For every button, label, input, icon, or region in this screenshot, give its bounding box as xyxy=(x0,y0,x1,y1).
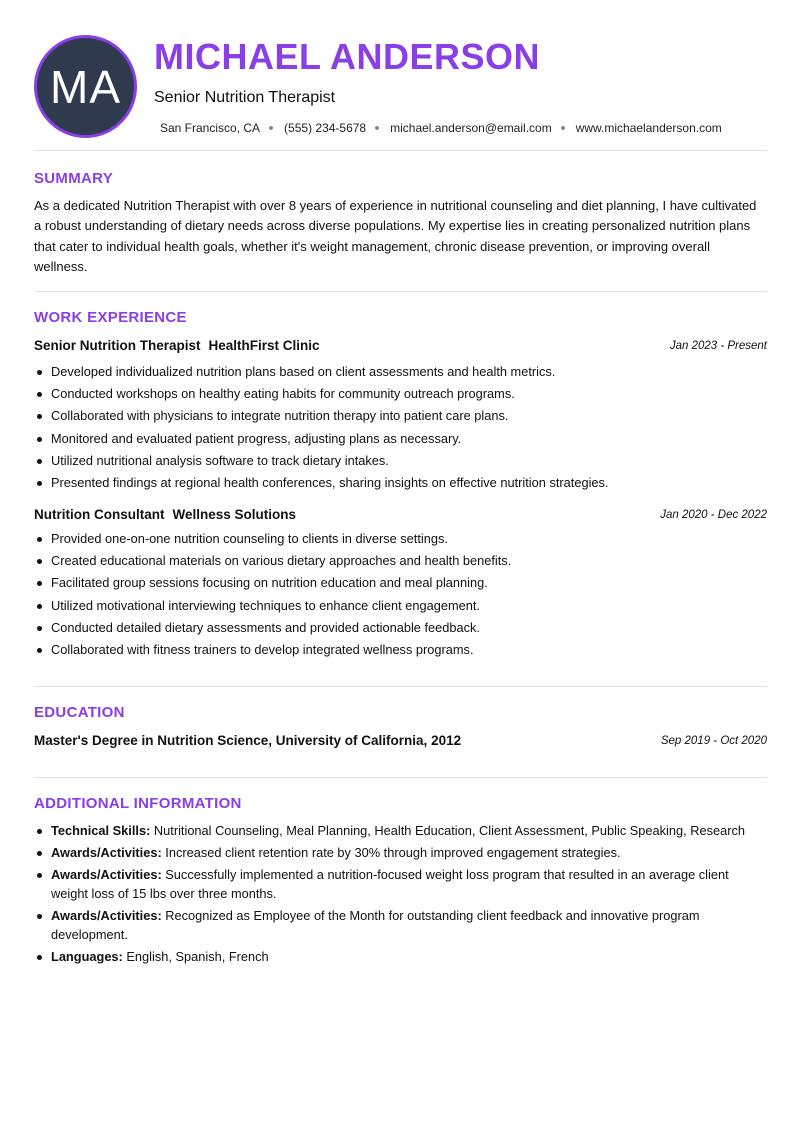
summary-text: As a dedicated Nutrition Therapist with over 8 years of experience in nutritional counseling and diet planning, I have cultivated a robust understanding of dietary needs across diverse populations. My expertise lies in creating personalized nutrition plans that cater to individual health goals, whether it's weight management, chronic disease prevention, or improving overall wellness. xyxy=(34,198,757,274)
separator-dot-icon xyxy=(269,126,273,130)
list-item: Utilized nutritional analysis software to track dietary intakes. xyxy=(34,453,767,469)
candidate-role: Senior Nutrition Therapist xyxy=(154,89,336,106)
contact-website[interactable]: www.michaelanderson.com xyxy=(575,121,722,135)
section-divider xyxy=(34,686,767,687)
list-item xyxy=(34,865,767,903)
item-label: Awards/Activities: xyxy=(51,845,162,860)
job-title-line xyxy=(34,507,296,522)
job-dates: Jan 2023 - Present xyxy=(669,340,767,352)
education-dates: Sep 2019 - Oct 2020 xyxy=(660,735,767,747)
job-dates: Jan 2020 - Dec 2022 xyxy=(660,509,767,521)
contact-line xyxy=(160,121,722,135)
separator-dot-icon xyxy=(375,126,379,130)
item-label: Technical Skills: xyxy=(51,823,151,838)
section-divider xyxy=(34,150,767,151)
contact-location: San Francisco, CA xyxy=(160,121,261,135)
section-divider xyxy=(34,291,767,292)
list-item: Provided one-on-one nutrition counseling to clients in diverse settings. xyxy=(34,531,767,547)
list-item: Collaborated with physicians to integrate nutrition therapy into patient care plans. xyxy=(34,408,767,424)
item-label: Awards/Activities: xyxy=(51,867,162,882)
job-title: Senior Nutrition Therapist xyxy=(34,338,201,353)
list-item: Utilized motivational interviewing techniques to enhance client engagement. xyxy=(34,598,767,614)
list-item: Presented findings at regional health conferences, sharing insights on effective nutrition strategies. xyxy=(34,475,767,491)
job-title: Nutrition Consultant xyxy=(34,507,165,522)
job-company: HealthFirst Clinic xyxy=(208,338,320,353)
education-degree: Master's Degree in Nutrition Science, University of California, 2012 xyxy=(34,733,462,748)
list-item: Collaborated with fitness trainers to develop integrated wellness programs. xyxy=(34,642,767,658)
item-text: Successfully implemented a nutrition-focused weight loss program that resulted in an average client weight loss of 15 lbs over three months. xyxy=(51,867,729,901)
job-bullet-list xyxy=(34,531,767,664)
list-item: Facilitated group sessions focusing on nutrition education and meal planning. xyxy=(34,575,767,591)
list-item xyxy=(34,906,767,944)
candidate-name: MICHAEL ANDERSON xyxy=(154,36,541,77)
avatar xyxy=(34,35,137,138)
list-item xyxy=(34,947,767,966)
item-text: English, Spanish, French xyxy=(122,949,269,964)
item-text: Recognized as Employee of the Month for outstanding client feedback and innovative program development. xyxy=(51,908,700,942)
work-experience-heading: WORK EXPERIENCE xyxy=(34,309,187,326)
list-item xyxy=(34,821,767,840)
list-item: Conducted detailed dietary assessments and provided actionable feedback. xyxy=(34,620,767,636)
item-label: Languages: xyxy=(51,949,123,964)
list-item: Created educational materials on various dietary approaches and health benefits. xyxy=(34,553,767,569)
separator-dot-icon xyxy=(561,126,565,130)
contact-phone: (555) 234-5678 xyxy=(284,121,367,135)
list-item xyxy=(34,843,767,862)
additional-info-list xyxy=(34,821,767,969)
list-item: Developed individualized nutrition plans based on client assessments and health metrics. xyxy=(34,364,767,380)
list-item: Conducted workshops on healthy eating habits for community outreach programs. xyxy=(34,386,767,402)
avatar-initials: MA xyxy=(50,60,121,113)
item-label: Awards/Activities: xyxy=(51,908,162,923)
additional-info-heading: ADDITIONAL INFORMATION xyxy=(34,795,242,812)
education-heading: EDUCATION xyxy=(34,704,125,721)
item-text: Nutritional Counseling, Meal Planning, Health Education, Client Assessment, Public Speaking, Research xyxy=(150,823,746,838)
job-title-line xyxy=(34,338,320,353)
summary-heading: SUMMARY xyxy=(34,170,114,187)
job-bullet-list xyxy=(34,364,767,497)
list-item: Monitored and evaluated patient progress, adjusting plans as necessary. xyxy=(34,431,767,447)
job-company: Wellness Solutions xyxy=(172,507,297,522)
contact-email[interactable]: michael.anderson@email.com xyxy=(390,121,552,135)
section-divider xyxy=(34,777,767,778)
item-text: Increased client retention rate by 30% through improved engagement strategies. xyxy=(161,845,621,860)
